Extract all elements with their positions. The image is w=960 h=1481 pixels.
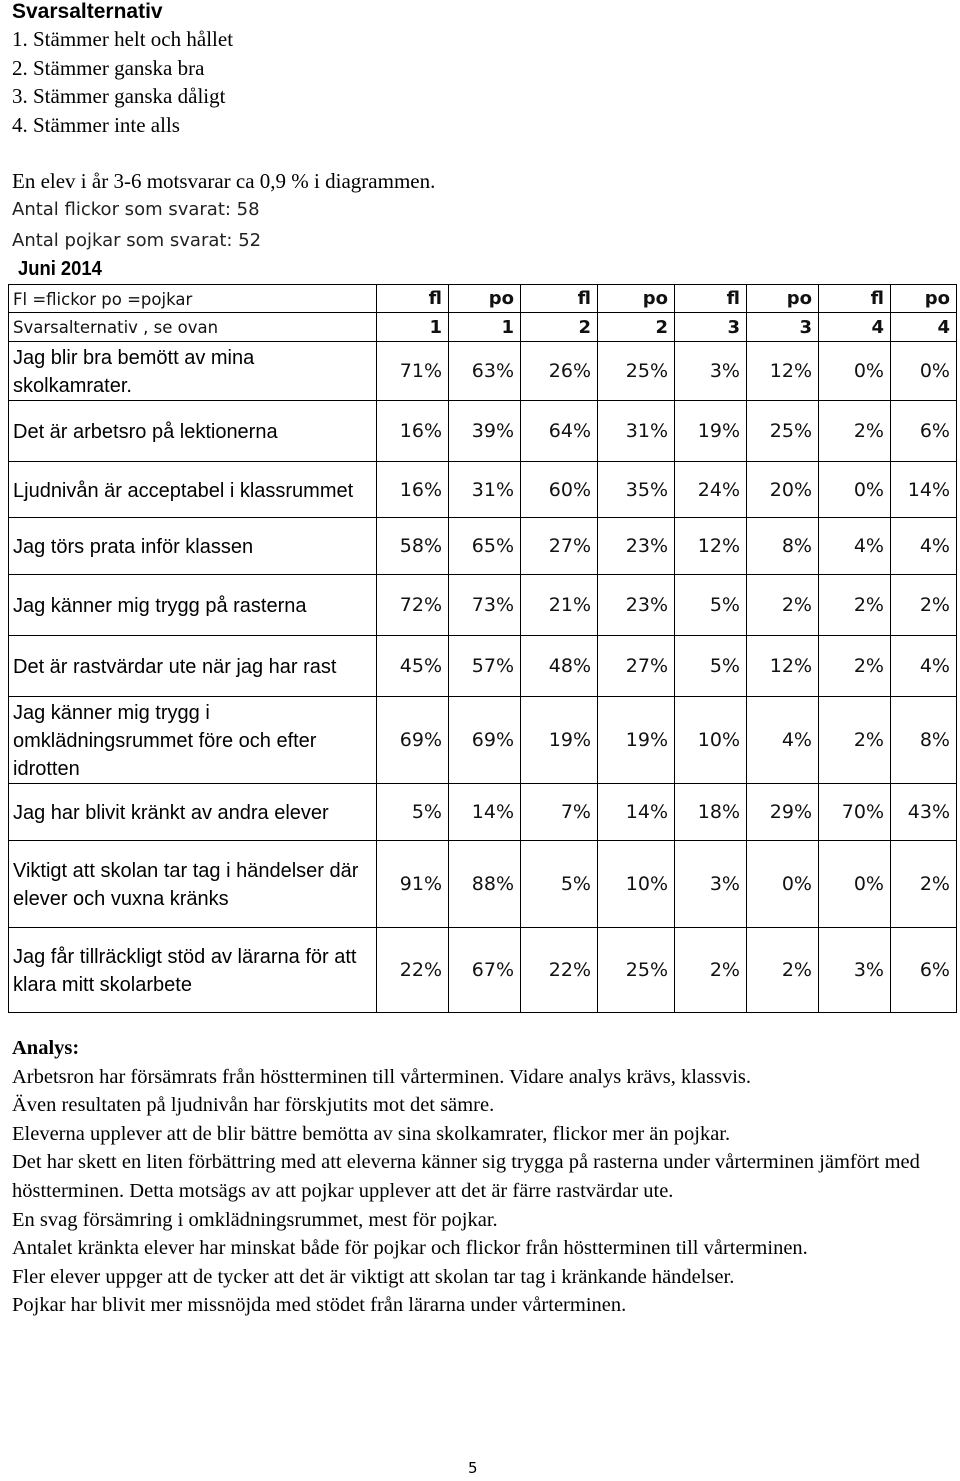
row-label: Jag har blivit kränkt av andra elever bbox=[9, 784, 377, 841]
cell-value: 0% bbox=[747, 841, 819, 928]
analysis-paragraph: Pojkar har blivit mer missnöjda med stödet från lärarna under vårterminen. bbox=[12, 1294, 627, 1317]
cell-value: 2 bbox=[521, 313, 598, 342]
table-row bbox=[9, 401, 957, 462]
table-row bbox=[9, 697, 957, 784]
boys-count: Antal pojkar som svarat: 52 bbox=[12, 230, 262, 251]
cell-value: 23% bbox=[598, 518, 675, 575]
cell-value: 63% bbox=[449, 342, 521, 401]
cell-value: 2% bbox=[819, 401, 891, 462]
cell-value: 60% bbox=[521, 462, 598, 518]
cell-value: 43% bbox=[891, 784, 957, 841]
row-label: Jag känner mig trygg i omklädningsrummet före och efter idrotten bbox=[9, 697, 377, 784]
table-row bbox=[9, 518, 957, 575]
cell-value: 2% bbox=[891, 841, 957, 928]
cell-value: fl bbox=[819, 285, 891, 313]
answer-option: 4. Stämmer inte alls bbox=[12, 112, 180, 137]
cell-value: fl bbox=[377, 285, 449, 313]
cell-value: 1 bbox=[377, 313, 449, 342]
cell-value: 2% bbox=[819, 697, 891, 784]
cell-value: 7% bbox=[521, 784, 598, 841]
cell-value: 39% bbox=[449, 401, 521, 462]
table-row bbox=[9, 928, 957, 1013]
cell-value: 2% bbox=[747, 575, 819, 636]
cell-value: 21% bbox=[521, 575, 598, 636]
cell-value: 18% bbox=[675, 784, 747, 841]
cell-value: 35% bbox=[598, 462, 675, 518]
row-label: Fl =flickor po =pojkar bbox=[9, 285, 377, 313]
cell-value: 8% bbox=[747, 518, 819, 575]
cell-value: 3% bbox=[675, 342, 747, 401]
cell-value: 29% bbox=[747, 784, 819, 841]
option-row bbox=[9, 313, 957, 342]
table-row bbox=[9, 784, 957, 841]
cell-value: 0% bbox=[891, 342, 957, 401]
scale-note: En elev i år 3-6 motsvarar ca 0,9 % i diagrammen. bbox=[12, 169, 436, 193]
analysis-paragraphs bbox=[12, 1063, 952, 1320]
cell-value: 1 bbox=[449, 313, 521, 342]
cell-value: 70% bbox=[819, 784, 891, 841]
cell-value: 65% bbox=[449, 518, 521, 575]
table-row bbox=[9, 575, 957, 636]
cell-value: 67% bbox=[449, 928, 521, 1013]
answer-option: 2. Stämmer ganska bra bbox=[12, 55, 205, 80]
cell-value: po bbox=[598, 285, 675, 313]
row-label: Viktigt att skolan tar tag i händelser där elever och vuxna kränks bbox=[9, 841, 377, 928]
cell-value: 72% bbox=[377, 575, 449, 636]
cell-value: 31% bbox=[598, 401, 675, 462]
cell-value: fl bbox=[675, 285, 747, 313]
survey-date: Juni 2014 bbox=[18, 258, 102, 280]
cell-value: 27% bbox=[598, 636, 675, 697]
cell-value: 19% bbox=[675, 401, 747, 462]
analysis-paragraph: Fler elever uppger att de tycker att det är viktigt att skolan tar tag i kränkande händelser. bbox=[12, 1265, 735, 1288]
cell-value: 69% bbox=[449, 697, 521, 784]
cell-value: 31% bbox=[449, 462, 521, 518]
cell-value: 73% bbox=[449, 575, 521, 636]
row-label: Jag känner mig trygg på rasterna bbox=[9, 575, 377, 636]
cell-value: 2 bbox=[598, 313, 675, 342]
analysis-paragraph: Även resultaten på ljudnivån har förskjutits mot det sämre. bbox=[12, 1094, 495, 1117]
cell-value: 2% bbox=[747, 928, 819, 1013]
table-row bbox=[9, 462, 957, 518]
cell-value: 6% bbox=[891, 401, 957, 462]
cell-value: 22% bbox=[521, 928, 598, 1013]
cell-value: 12% bbox=[675, 518, 747, 575]
cell-value: 12% bbox=[747, 342, 819, 401]
cell-value: 25% bbox=[747, 401, 819, 462]
cell-value: 64% bbox=[521, 401, 598, 462]
analysis-paragraph: Arbetsron har försämrats från höstterminen till vårterminen. Vidare analys krävs, klassvis. bbox=[12, 1065, 752, 1088]
cell-value: 19% bbox=[598, 697, 675, 784]
cell-value: 27% bbox=[521, 518, 598, 575]
cell-value: fl bbox=[521, 285, 598, 313]
cell-value: 91% bbox=[377, 841, 449, 928]
analysis-paragraph: Eleverna upplever att de blir bättre bemötta av sina skolkamrater, flickor mer än pojkar. bbox=[12, 1122, 731, 1145]
cell-value: 3% bbox=[675, 841, 747, 928]
cell-value: 14% bbox=[449, 784, 521, 841]
row-label: Ljudnivån är acceptabel i klassrummet bbox=[9, 462, 377, 518]
row-label: Det är arbetsro på lektionerna bbox=[9, 401, 377, 462]
cell-value: 26% bbox=[521, 342, 598, 401]
cell-value: 3 bbox=[675, 313, 747, 342]
cell-value: po bbox=[747, 285, 819, 313]
cell-value: 22% bbox=[377, 928, 449, 1013]
cell-value: 3 bbox=[747, 313, 819, 342]
girls-count: Antal flickor som svarat: 58 bbox=[12, 199, 260, 220]
cell-value: 4% bbox=[891, 636, 957, 697]
row-label: Jag blir bra bemött av mina skolkamrater. bbox=[9, 342, 377, 401]
row-label: Det är rastvärdar ute när jag har rast bbox=[9, 636, 377, 697]
analysis-paragraph: Det har skett en liten förbättring med att eleverna känner sig trygga på rasterna under vårterminen jämfört med höstterminen. Detta motsägs av att pojkar upplever att det är färre rastvärdar ute. bbox=[12, 1151, 920, 1202]
table-row bbox=[9, 636, 957, 697]
cell-value: 4 bbox=[819, 313, 891, 342]
cell-value: 4% bbox=[891, 518, 957, 575]
cell-value: 10% bbox=[675, 697, 747, 784]
cell-value: po bbox=[891, 285, 957, 313]
answer-options-list bbox=[12, 25, 233, 139]
cell-value: 16% bbox=[377, 462, 449, 518]
cell-value: 0% bbox=[819, 342, 891, 401]
cell-value: 6% bbox=[891, 928, 957, 1013]
table-row bbox=[9, 841, 957, 928]
survey-results-table bbox=[8, 284, 957, 1013]
cell-value: 4% bbox=[747, 697, 819, 784]
header-row bbox=[9, 285, 957, 313]
cell-value: 88% bbox=[449, 841, 521, 928]
answer-option: 3. Stämmer ganska dåligt bbox=[12, 84, 226, 109]
row-label: Jag får tillräckligt stöd av lärarna för att klara mitt skolarbete bbox=[9, 928, 377, 1013]
row-label: Jag törs prata inför klassen bbox=[9, 518, 377, 575]
row-label: Svarsalternativ , se ovan bbox=[9, 313, 377, 342]
cell-value: 20% bbox=[747, 462, 819, 518]
cell-value: 71% bbox=[377, 342, 449, 401]
cell-value: 8% bbox=[891, 697, 957, 784]
cell-value: 12% bbox=[747, 636, 819, 697]
cell-value: 19% bbox=[521, 697, 598, 784]
cell-value: 14% bbox=[598, 784, 675, 841]
cell-value: 24% bbox=[675, 462, 747, 518]
cell-value: 25% bbox=[598, 342, 675, 401]
cell-value: 58% bbox=[377, 518, 449, 575]
cell-value: 5% bbox=[521, 841, 598, 928]
cell-value: 2% bbox=[819, 575, 891, 636]
cell-value: 5% bbox=[675, 575, 747, 636]
answer-option: 1. Stämmer helt och hållet bbox=[12, 27, 234, 51]
cell-value: 16% bbox=[377, 401, 449, 462]
cell-value: 0% bbox=[819, 841, 891, 928]
cell-value: 0% bbox=[819, 462, 891, 518]
cell-value: 14% bbox=[891, 462, 957, 518]
cell-value: 4% bbox=[819, 518, 891, 575]
page-number: 5 bbox=[468, 1459, 478, 1477]
cell-value: 2% bbox=[819, 636, 891, 697]
cell-value: 69% bbox=[377, 697, 449, 784]
cell-value: 3% bbox=[819, 928, 891, 1013]
cell-value: 25% bbox=[598, 928, 675, 1013]
cell-value: 45% bbox=[377, 636, 449, 697]
analysis-paragraph: Antalet kränkta elever har minskat både för pojkar och flickor från höstterminen till vårterminen. bbox=[12, 1237, 808, 1260]
analysis-title: Analys: bbox=[12, 1037, 80, 1059]
table-row bbox=[9, 342, 957, 401]
cell-value: 4 bbox=[891, 313, 957, 342]
analysis-section bbox=[12, 1034, 952, 1320]
cell-value: 48% bbox=[521, 636, 598, 697]
analysis-paragraph: En svag försämring i omklädningsrummet, mest för pojkar. bbox=[12, 1208, 498, 1231]
cell-value: 5% bbox=[377, 784, 449, 841]
cell-value: 2% bbox=[675, 928, 747, 1013]
cell-value: 2% bbox=[891, 575, 957, 636]
cell-value: 57% bbox=[449, 636, 521, 697]
cell-value: 5% bbox=[675, 636, 747, 697]
answer-options-heading: Svarsalternativ bbox=[12, 0, 163, 23]
cell-value: 23% bbox=[598, 575, 675, 636]
cell-value: 10% bbox=[598, 841, 675, 928]
cell-value: po bbox=[449, 285, 521, 313]
